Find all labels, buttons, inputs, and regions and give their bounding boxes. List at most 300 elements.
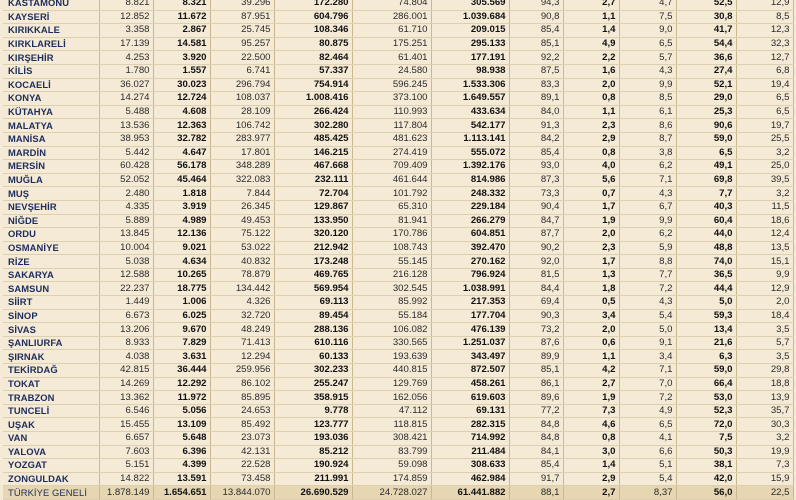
value-cell: 85.492 bbox=[210, 418, 274, 432]
value-cell: 461.644 bbox=[352, 173, 431, 187]
value-cell: 15.455 bbox=[99, 418, 153, 432]
value-cell-bold: 3.919 bbox=[153, 200, 210, 214]
province-name-cell: UŞAK bbox=[3, 418, 99, 432]
ratio-cell: 25,0 bbox=[736, 160, 793, 174]
ratio-cell: 3,2 bbox=[736, 432, 793, 446]
value-cell: 170.786 bbox=[352, 228, 431, 242]
table-row bbox=[3, 364, 793, 378]
ratio-cell-bold: 6,5 bbox=[676, 146, 736, 160]
ratio-cell-bold: 7,5 bbox=[676, 432, 736, 446]
value-cell: 47.112 bbox=[352, 404, 431, 418]
percent-cell: 81,5 bbox=[509, 268, 563, 282]
value-cell-bold: 320.120 bbox=[274, 228, 352, 242]
value-cell-bold: 82.464 bbox=[274, 51, 352, 65]
table-row bbox=[3, 92, 793, 106]
table-body bbox=[3, 0, 793, 499]
ratio-cell: 29,8 bbox=[736, 364, 793, 378]
ratio-cell: 4,1 bbox=[619, 432, 676, 446]
ratio-cell: 12,3 bbox=[736, 24, 793, 38]
province-name-cell: OSMANİYE bbox=[3, 241, 99, 255]
value-cell: 75.122 bbox=[210, 228, 274, 242]
ratio-cell-bold: 59,0 bbox=[676, 132, 736, 146]
value-cell-bold: 72.704 bbox=[274, 187, 352, 201]
value-cell-bold: 9.670 bbox=[153, 323, 210, 337]
ratio-cell: 15,1 bbox=[736, 255, 793, 269]
percent-cell: 84,8 bbox=[509, 418, 563, 432]
value-cell-bold: 6.025 bbox=[153, 309, 210, 323]
province-name-cell: ORDU bbox=[3, 228, 99, 242]
value-cell-bold: 485.425 bbox=[274, 132, 352, 146]
value-cell: 36.027 bbox=[99, 78, 153, 92]
value-cell-bold: 1.557 bbox=[153, 64, 210, 78]
province-name-cell: KONYA bbox=[3, 92, 99, 106]
value-cell-bold: 133.950 bbox=[274, 214, 352, 228]
value-cell: 118.815 bbox=[352, 418, 431, 432]
ratio-cell-bold: 59,0 bbox=[676, 364, 736, 378]
percent-cell: 84,1 bbox=[509, 445, 563, 459]
value-cell-bold: 1.649.557 bbox=[431, 92, 509, 106]
province-name-cell: KOCAELİ bbox=[3, 78, 99, 92]
table-row bbox=[3, 336, 793, 350]
value-cell-bold: 266.279 bbox=[431, 214, 509, 228]
ratio-cell: 18,6 bbox=[736, 214, 793, 228]
value-cell-bold: 469.765 bbox=[274, 268, 352, 282]
value-cell-bold: 714.992 bbox=[431, 432, 509, 446]
table-row bbox=[3, 160, 793, 174]
value-cell: 95.257 bbox=[210, 37, 274, 51]
ratio-cell-bold: 52,3 bbox=[676, 404, 736, 418]
value-cell: 106.082 bbox=[352, 323, 431, 337]
value-cell: 13.536 bbox=[99, 119, 153, 133]
value-cell: 74.804 bbox=[352, 0, 431, 10]
value-cell: 6.673 bbox=[99, 309, 153, 323]
value-cell-bold: 89.454 bbox=[274, 309, 352, 323]
value-cell: 117.804 bbox=[352, 119, 431, 133]
value-cell-bold: 343.497 bbox=[431, 350, 509, 364]
ratio-cell: 5,4 bbox=[619, 472, 676, 486]
ratio-cell-bold: 1,7 bbox=[563, 200, 619, 214]
value-cell-bold: 796.924 bbox=[431, 268, 509, 282]
value-cell: 481.623 bbox=[352, 132, 431, 146]
value-cell: 24.728.027 bbox=[352, 486, 431, 500]
value-cell: 14.274 bbox=[99, 92, 153, 106]
value-cell-bold: 12.292 bbox=[153, 377, 210, 391]
province-name-cell: RİZE bbox=[3, 255, 99, 269]
ratio-cell-bold: 6,3 bbox=[676, 350, 736, 364]
ratio-cell-bold: 2,3 bbox=[563, 241, 619, 255]
province-name-cell: SİVAS bbox=[3, 323, 99, 337]
percent-cell: 73,3 bbox=[509, 187, 563, 201]
value-cell-bold: 4.399 bbox=[153, 459, 210, 473]
ratio-cell: 7,7 bbox=[619, 268, 676, 282]
value-cell-bold: 814.986 bbox=[431, 173, 509, 187]
percent-cell: 90,8 bbox=[509, 10, 563, 24]
ratio-cell-bold: 52,5 bbox=[676, 0, 736, 10]
table-row bbox=[3, 173, 793, 187]
value-cell-bold: 45.464 bbox=[153, 173, 210, 187]
value-cell-bold: 872.507 bbox=[431, 364, 509, 378]
value-cell-bold: 13.109 bbox=[153, 418, 210, 432]
value-cell: 6.741 bbox=[210, 64, 274, 78]
value-cell-bold: 2.867 bbox=[153, 24, 210, 38]
percent-cell: 84,8 bbox=[509, 432, 563, 446]
ratio-cell-bold: 44,0 bbox=[676, 228, 736, 242]
value-cell-bold: 26.690.529 bbox=[274, 486, 352, 500]
ratio-cell: 4,3 bbox=[619, 187, 676, 201]
ratio-cell-bold: 66,4 bbox=[676, 377, 736, 391]
value-cell-bold: 4.989 bbox=[153, 214, 210, 228]
value-cell: 8.933 bbox=[99, 336, 153, 350]
ratio-cell-bold: 40,3 bbox=[676, 200, 736, 214]
ratio-cell-bold: 0,7 bbox=[563, 187, 619, 201]
ratio-cell-bold: 4,9 bbox=[563, 37, 619, 51]
value-cell: 162.056 bbox=[352, 391, 431, 405]
ratio-cell-bold: 7,3 bbox=[563, 404, 619, 418]
table-row bbox=[3, 146, 793, 160]
percent-cell: 91,3 bbox=[509, 119, 563, 133]
ratio-cell-bold: 2,7 bbox=[563, 0, 619, 10]
percent-cell: 83,3 bbox=[509, 78, 563, 92]
table-row bbox=[3, 132, 793, 146]
table-row bbox=[3, 241, 793, 255]
table-row bbox=[3, 418, 793, 432]
value-cell-bold: 7.829 bbox=[153, 336, 210, 350]
value-cell-bold: 604.851 bbox=[431, 228, 509, 242]
province-name-cell: KIRŞEHİR bbox=[3, 51, 99, 65]
ratio-cell: 25,5 bbox=[736, 132, 793, 146]
table-row bbox=[3, 323, 793, 337]
province-name-cell: SİNOP bbox=[3, 309, 99, 323]
value-cell-bold: 172.280 bbox=[274, 0, 352, 10]
ratio-cell-bold: 72,0 bbox=[676, 418, 736, 432]
ratio-cell-bold: 1,1 bbox=[563, 105, 619, 119]
value-cell: 32.720 bbox=[210, 309, 274, 323]
table-row bbox=[3, 350, 793, 364]
ratio-cell-bold: 44,4 bbox=[676, 282, 736, 296]
value-cell-bold: 1.392.176 bbox=[431, 160, 509, 174]
ratio-cell-bold: 1,9 bbox=[563, 391, 619, 405]
province-name-cell: MUŞ bbox=[3, 187, 99, 201]
value-cell: 13.206 bbox=[99, 323, 153, 337]
table-row bbox=[3, 391, 793, 405]
value-cell-bold: 36.444 bbox=[153, 364, 210, 378]
ratio-cell: 18,8 bbox=[736, 377, 793, 391]
ratio-cell-bold: 25,3 bbox=[676, 105, 736, 119]
value-cell-bold: 32.782 bbox=[153, 132, 210, 146]
percent-cell: 90,3 bbox=[509, 309, 563, 323]
value-cell: 4.038 bbox=[99, 350, 153, 364]
province-name-cell: ŞIRNAK bbox=[3, 350, 99, 364]
province-name-cell: MANİSA bbox=[3, 132, 99, 146]
ratio-cell: 12,9 bbox=[736, 0, 793, 10]
value-cell: 83.799 bbox=[352, 445, 431, 459]
value-cell: 13.844.070 bbox=[210, 486, 274, 500]
ratio-cell-bold: 36,6 bbox=[676, 51, 736, 65]
value-cell-bold: 358.915 bbox=[274, 391, 352, 405]
value-cell-bold: 392.470 bbox=[431, 241, 509, 255]
value-cell-bold: 754.914 bbox=[274, 78, 352, 92]
ratio-cell: 9,0 bbox=[619, 24, 676, 38]
value-cell-bold: 1.038.991 bbox=[431, 282, 509, 296]
ratio-cell-bold: 1,3 bbox=[563, 268, 619, 282]
value-cell-bold: 433.634 bbox=[431, 105, 509, 119]
value-cell-bold: 10.265 bbox=[153, 268, 210, 282]
value-cell-bold: 14.581 bbox=[153, 37, 210, 51]
value-cell: 274.419 bbox=[352, 146, 431, 160]
value-cell: 6.546 bbox=[99, 404, 153, 418]
province-name-cell: SİİRT bbox=[3, 296, 99, 310]
value-cell-bold: 108.346 bbox=[274, 24, 352, 38]
value-cell: 440.815 bbox=[352, 364, 431, 378]
value-cell: 296.794 bbox=[210, 78, 274, 92]
value-cell-bold: 80.875 bbox=[274, 37, 352, 51]
value-cell-bold: 11.972 bbox=[153, 391, 210, 405]
ratio-cell-bold: 54,4 bbox=[676, 37, 736, 51]
percent-cell: 93,0 bbox=[509, 160, 563, 174]
province-name-cell: VAN bbox=[3, 432, 99, 446]
percent-cell: 84,0 bbox=[509, 105, 563, 119]
percent-cell: 92,0 bbox=[509, 255, 563, 269]
total-row bbox=[3, 486, 793, 500]
percent-cell: 87,6 bbox=[509, 336, 563, 350]
value-cell: 38.953 bbox=[99, 132, 153, 146]
ratio-cell: 12,4 bbox=[736, 228, 793, 242]
value-cell-bold: 1.006 bbox=[153, 296, 210, 310]
value-cell: 373.100 bbox=[352, 92, 431, 106]
table-row bbox=[3, 445, 793, 459]
value-cell: 286.001 bbox=[352, 10, 431, 24]
percent-cell: 84,4 bbox=[509, 282, 563, 296]
value-cell: 259.956 bbox=[210, 364, 274, 378]
value-cell: 216.128 bbox=[352, 268, 431, 282]
value-cell: 85.895 bbox=[210, 391, 274, 405]
value-cell-bold: 11.672 bbox=[153, 10, 210, 24]
percent-cell: 89,9 bbox=[509, 350, 563, 364]
value-cell: 6.657 bbox=[99, 432, 153, 446]
percent-cell: 89,6 bbox=[509, 391, 563, 405]
ratio-cell-bold: 1,1 bbox=[563, 10, 619, 24]
value-cell-bold: 13.591 bbox=[153, 472, 210, 486]
value-cell: 78.879 bbox=[210, 268, 274, 282]
value-cell: 5.151 bbox=[99, 459, 153, 473]
ratio-cell: 5,7 bbox=[619, 51, 676, 65]
value-cell-bold: 4.608 bbox=[153, 105, 210, 119]
value-cell: 12.852 bbox=[99, 10, 153, 24]
value-cell-bold: 8.321 bbox=[153, 0, 210, 10]
value-cell-bold: 69.131 bbox=[431, 404, 509, 418]
ratio-cell-bold: 7,7 bbox=[676, 187, 736, 201]
ratio-cell: 5,9 bbox=[619, 241, 676, 255]
ratio-cell: 3,5 bbox=[736, 323, 793, 337]
value-cell: 22.528 bbox=[210, 459, 274, 473]
value-cell: 39.296 bbox=[210, 0, 274, 10]
percent-cell: 77,2 bbox=[509, 404, 563, 418]
ratio-cell: 7,2 bbox=[619, 391, 676, 405]
value-cell: 106.742 bbox=[210, 119, 274, 133]
percent-cell: 86,1 bbox=[509, 377, 563, 391]
value-cell: 108.037 bbox=[210, 92, 274, 106]
value-cell: 283.977 bbox=[210, 132, 274, 146]
value-cell: 17.139 bbox=[99, 37, 153, 51]
value-cell: 87.951 bbox=[210, 10, 274, 24]
province-name-cell: SAMSUN bbox=[3, 282, 99, 296]
value-cell-bold: 288.136 bbox=[274, 323, 352, 337]
table-row bbox=[3, 37, 793, 51]
percent-cell: 85,4 bbox=[509, 459, 563, 473]
value-cell-bold: 12.724 bbox=[153, 92, 210, 106]
ratio-cell: 6,5 bbox=[736, 92, 793, 106]
value-cell: 1.449 bbox=[99, 296, 153, 310]
value-cell-bold: 60.133 bbox=[274, 350, 352, 364]
value-cell: 60.428 bbox=[99, 160, 153, 174]
province-name-cell: YALOVA bbox=[3, 445, 99, 459]
table-row bbox=[3, 78, 793, 92]
value-cell-bold: 6.396 bbox=[153, 445, 210, 459]
ratio-cell: 9,9 bbox=[619, 78, 676, 92]
ratio-cell: 6,5 bbox=[736, 105, 793, 119]
ratio-cell: 11,5 bbox=[736, 200, 793, 214]
value-cell: 12.588 bbox=[99, 268, 153, 282]
ratio-cell-bold: 0,5 bbox=[563, 296, 619, 310]
percent-cell: 87,3 bbox=[509, 173, 563, 187]
ratio-cell: 3,5 bbox=[736, 350, 793, 364]
value-cell-bold: 69.113 bbox=[274, 296, 352, 310]
value-cell: 2.480 bbox=[99, 187, 153, 201]
value-cell: 5.488 bbox=[99, 105, 153, 119]
value-cell: 348.289 bbox=[210, 160, 274, 174]
province-name-cell: TÜRKİYE GENELİ bbox=[3, 486, 99, 500]
value-cell-bold: 232.111 bbox=[274, 173, 352, 187]
value-cell-bold: 5.056 bbox=[153, 404, 210, 418]
value-cell-bold: 1.654.651 bbox=[153, 486, 210, 500]
table-row bbox=[3, 119, 793, 133]
value-cell: 110.993 bbox=[352, 105, 431, 119]
value-cell-bold: 302.233 bbox=[274, 364, 352, 378]
value-cell: 12.294 bbox=[210, 350, 274, 364]
ratio-cell: 7,1 bbox=[619, 173, 676, 187]
ratio-cell-bold: 27,4 bbox=[676, 64, 736, 78]
table-row bbox=[3, 432, 793, 446]
value-cell-bold: 476.139 bbox=[431, 323, 509, 337]
value-cell: 322.083 bbox=[210, 173, 274, 187]
value-cell-bold: 266.424 bbox=[274, 105, 352, 119]
ratio-cell-bold: 2,9 bbox=[563, 472, 619, 486]
table-row bbox=[3, 255, 793, 269]
province-name-cell: YOZGAT bbox=[3, 459, 99, 473]
province-name-cell: TRABZON bbox=[3, 391, 99, 405]
ratio-cell-bold: 2,0 bbox=[563, 323, 619, 337]
percent-cell: 87,7 bbox=[509, 228, 563, 242]
value-cell-bold: 217.353 bbox=[431, 296, 509, 310]
value-cell-bold: 308.633 bbox=[431, 459, 509, 473]
value-cell: 596.245 bbox=[352, 78, 431, 92]
ratio-cell: 4,9 bbox=[619, 404, 676, 418]
value-cell-bold: 4.634 bbox=[153, 255, 210, 269]
table-row bbox=[3, 377, 793, 391]
value-cell-bold: 610.116 bbox=[274, 336, 352, 350]
table-row bbox=[3, 24, 793, 38]
percent-cell: 92,2 bbox=[509, 51, 563, 65]
value-cell-bold: 305.569 bbox=[431, 0, 509, 10]
value-cell-bold: 270.162 bbox=[431, 255, 509, 269]
ratio-cell: 5,0 bbox=[619, 323, 676, 337]
value-cell: 302.545 bbox=[352, 282, 431, 296]
ratio-cell-bold: 0,8 bbox=[563, 432, 619, 446]
value-cell: 61.401 bbox=[352, 51, 431, 65]
ratio-cell-bold: 5,6 bbox=[563, 173, 619, 187]
value-cell: 55.145 bbox=[352, 255, 431, 269]
ratio-cell-bold: 21,6 bbox=[676, 336, 736, 350]
value-cell: 24.580 bbox=[352, 64, 431, 78]
ratio-cell: 7,2 bbox=[619, 282, 676, 296]
ratio-cell-bold: 0,8 bbox=[563, 146, 619, 160]
value-cell-bold: 1.533.306 bbox=[431, 78, 509, 92]
table-row bbox=[3, 268, 793, 282]
table-row bbox=[3, 472, 793, 486]
value-cell: 55.184 bbox=[352, 309, 431, 323]
value-cell-bold: 4.647 bbox=[153, 146, 210, 160]
table-row bbox=[3, 51, 793, 65]
value-cell-bold: 1.008.416 bbox=[274, 92, 352, 106]
percent-cell: 85,1 bbox=[509, 364, 563, 378]
table-row bbox=[3, 0, 793, 10]
value-cell-bold: 467.668 bbox=[274, 160, 352, 174]
ratio-cell: 18,4 bbox=[736, 309, 793, 323]
value-cell: 14.269 bbox=[99, 377, 153, 391]
ratio-cell-bold: 2,0 bbox=[563, 78, 619, 92]
value-cell-bold: 129.867 bbox=[274, 200, 352, 214]
ratio-cell: 2,0 bbox=[736, 296, 793, 310]
ratio-cell: 6,1 bbox=[619, 105, 676, 119]
ratio-cell-bold: 2,0 bbox=[563, 228, 619, 242]
ratio-cell: 5,4 bbox=[619, 309, 676, 323]
value-cell: 709.409 bbox=[352, 160, 431, 174]
ratio-cell: 7,1 bbox=[619, 364, 676, 378]
value-cell-bold: 98.938 bbox=[431, 64, 509, 78]
value-cell-bold: 177.191 bbox=[431, 51, 509, 65]
value-cell-bold: 1.251.037 bbox=[431, 336, 509, 350]
value-cell-bold: 1.113.141 bbox=[431, 132, 509, 146]
value-cell: 86.102 bbox=[210, 377, 274, 391]
ratio-cell-bold: 1,8 bbox=[563, 282, 619, 296]
ratio-cell-bold: 4,0 bbox=[563, 160, 619, 174]
value-cell: 7.603 bbox=[99, 445, 153, 459]
ratio-cell-bold: 52,1 bbox=[676, 78, 736, 92]
province-name-cell: KASTAMONU bbox=[3, 0, 99, 10]
value-cell: 42.131 bbox=[210, 445, 274, 459]
ratio-cell-bold: 50,3 bbox=[676, 445, 736, 459]
ratio-cell: 6,2 bbox=[619, 228, 676, 242]
value-cell-bold: 12.136 bbox=[153, 228, 210, 242]
value-cell: 330.565 bbox=[352, 336, 431, 350]
table-row bbox=[3, 296, 793, 310]
ratio-cell: 3,2 bbox=[736, 187, 793, 201]
value-cell-bold: 12.363 bbox=[153, 119, 210, 133]
ratio-cell: 3,8 bbox=[619, 146, 676, 160]
ratio-cell-bold: 1,6 bbox=[563, 64, 619, 78]
province-name-cell: TOKAT bbox=[3, 377, 99, 391]
province-name-cell: KIRIKKALE bbox=[3, 24, 99, 38]
ratio-cell: 8,5 bbox=[736, 10, 793, 24]
table-row bbox=[3, 10, 793, 24]
ratio-cell: 4,3 bbox=[619, 296, 676, 310]
value-cell-bold: 542.177 bbox=[431, 119, 509, 133]
percent-cell: 87,5 bbox=[509, 64, 563, 78]
value-cell: 48.249 bbox=[210, 323, 274, 337]
percent-cell: 90,2 bbox=[509, 241, 563, 255]
ratio-cell-bold: 13,4 bbox=[676, 323, 736, 337]
value-cell-bold: 302.280 bbox=[274, 119, 352, 133]
